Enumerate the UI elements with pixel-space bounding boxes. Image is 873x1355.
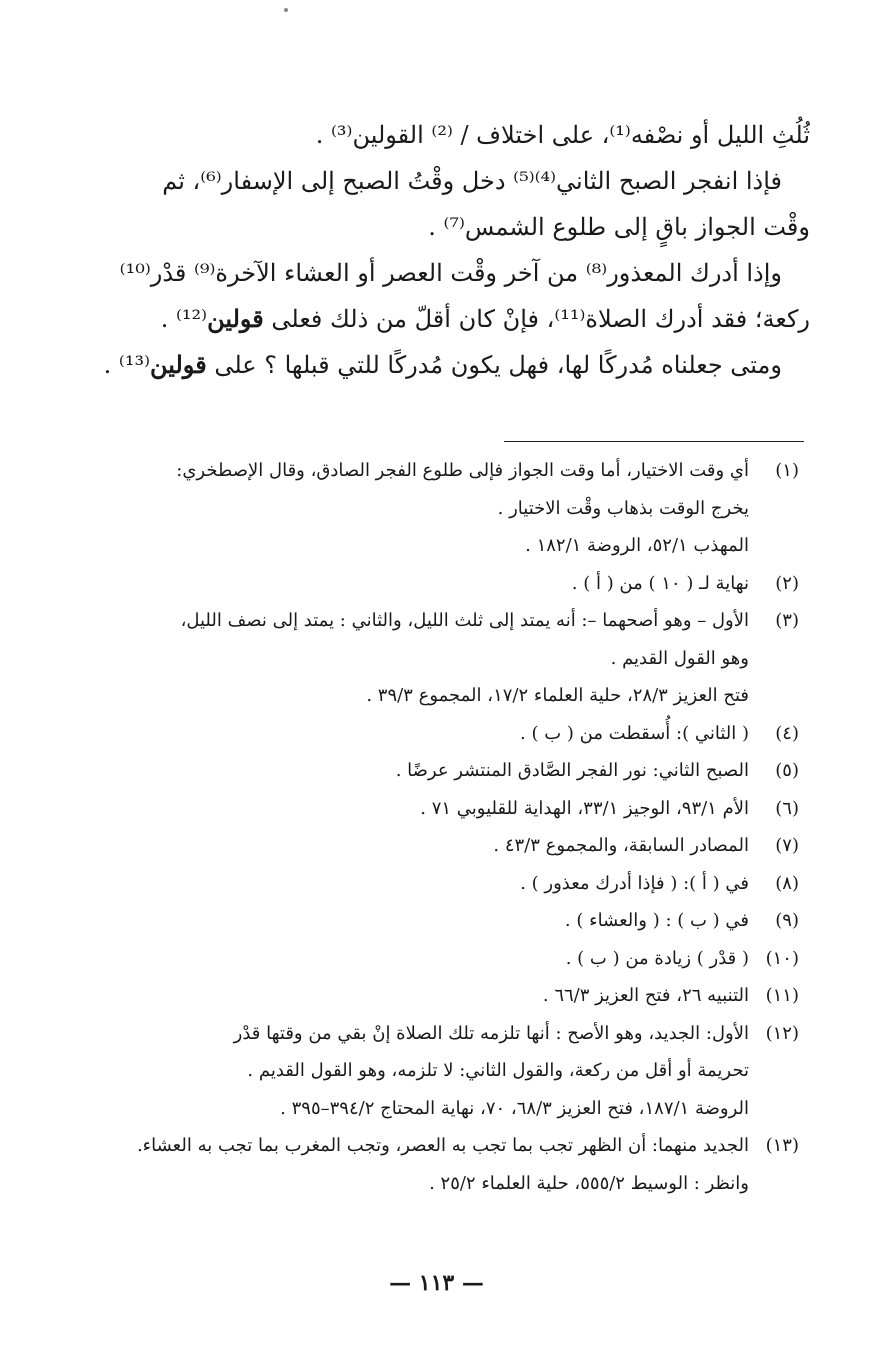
footnote (84, 940, 799, 978)
footnote (84, 902, 799, 940)
footnote (84, 715, 799, 753)
main-line: وإذا أدرك المعذور⁽⁸⁾ من آخر وقْت العصر أو العشاء الآخرة⁽⁹⁾ قدْر⁽¹⁰⁾ (119, 259, 782, 287)
main-line: وقْت الجواز باقٍ إلى طلوع الشمس⁽⁷⁾ . (428, 213, 810, 241)
footnote-text: الأول: الجديد، وهو الأصح : أنها تلزمه تلك الصلاة إنْ بقي من وقتها قدْر (233, 1022, 749, 1044)
footnote (84, 977, 799, 1015)
bold-term: قولين (207, 304, 264, 333)
footnote-text: الجديد منهما: أن الظهر تجب بما تجب به العصر، وتجب المغرب بما تجب به العشاء. (136, 1135, 749, 1156)
main-line-text: ⁽¹³⁾ . (103, 351, 150, 379)
footnote-number: (٥) (775, 760, 799, 781)
main-line-text: ومتى جعلناه مُدركًا لها، فهل يكون مُدركًا للتي قبلها ؟ على (206, 351, 782, 379)
footnote (84, 1015, 799, 1053)
footnote-continuation: وانظر : الوسيط ٥٥٥/٢، حلية العلماء ٢٥/٢ . (429, 1172, 749, 1194)
footnote (84, 865, 799, 903)
footnote-continuation: يخرج الوقت بذهاب وقْت الاختيار . (497, 497, 749, 519)
footnote-text: الأم ٩٣/١، الوجيز ٣٣/١، الهداية للقليوبي ٧١ . (420, 797, 749, 819)
footnote (84, 565, 799, 603)
footnote (84, 827, 799, 865)
main-line (88, 296, 810, 342)
footnote-text: في ( ب ) : ( والعشاء ) . (564, 910, 749, 931)
page-speck (284, 8, 288, 12)
footnotes (84, 452, 799, 1202)
footnote (84, 790, 799, 828)
footnote-text: أي وقت الاختيار، أما وقت الجواز فإلى طلوع الفجر الصادق، وقال الإصطخري: (176, 460, 749, 481)
footnote-text: في ( أ ): ( فإذا أدرك معذور ) . (520, 872, 749, 894)
footnote-number: (٧) (775, 835, 799, 856)
footnote-text: الصبح الثاني: نور الفجر الصَّادق المنتشر عرضًا . (395, 760, 749, 781)
footnote-number: (٦) (775, 797, 799, 819)
footnote-separator (504, 441, 804, 442)
footnote (84, 452, 799, 490)
footnote-continuation: فتح العزيز ٢٨/٣، حلية العلماء ١٧/٢، المجموع ٣٩/٣ . (366, 685, 749, 706)
footnote-continuation: المهذب ٥٢/١، الروضة ١٨٢/١ . (525, 535, 749, 556)
footnote-text: الأول – وهو أصحهما –: أنه يمتد إلى ثلث الليل، والثاني : يمتد إلى نصف الليل، (180, 610, 749, 631)
main-line-text: ⁽¹²⁾ . (160, 305, 208, 333)
footnote-text: التنبيه ٢٦، فتح العزيز ٦٦/٣ . (542, 985, 749, 1006)
main-line (88, 342, 810, 388)
page-number: — ١١٣ — (389, 1270, 484, 1296)
footnote-number: (٩) (775, 910, 799, 931)
footnote-number: (٣) (775, 610, 799, 631)
footnote-text: ( قدْر ) زيادة من ( ب ) . (565, 947, 749, 969)
footnote-text: ( الثاني ): أُسقطت من ( ب ) . (520, 722, 749, 744)
footnote-number: (١٣) (765, 1135, 799, 1156)
footnote-continuation: تحريمة أو أقل من ركعة، والقول الثاني: لا تلزمه، وهو القول القديم . (247, 1060, 749, 1081)
footnote (84, 1127, 799, 1165)
footnote-text: نهاية لـ ( ١٠ ) من ( أ ) . (571, 572, 749, 594)
footnote-continuation: الروضة ١٨٧/١، فتح العزيز ٦٨/٣، ٧٠، نهاية المحتاج ٣٩٤/٢–٣٩٥ . (280, 1097, 749, 1119)
footnote-continuation: وهو القول القديم . (610, 647, 749, 669)
footnote-number: (١٢) (765, 1022, 799, 1044)
footnote-number: (١) (775, 460, 799, 481)
footnote-text: المصادر السابقة، والمجموع ٤٣/٣ . (493, 835, 749, 856)
footnote-number: (١١) (765, 985, 799, 1006)
footnote-number: (٤) (775, 722, 799, 744)
footnote-number: (٨) (775, 872, 799, 894)
main-line-text: ركعة؛ فقد أدرك الصلاة⁽¹¹⁾، فإنْ كان أقلّ من ذلك فعلى (263, 305, 810, 333)
footnote-number: (٢) (775, 572, 799, 594)
main-line: فإذا انفجر الصبح الثاني⁽⁴⁾⁽⁵⁾ دخل وقْتُ الصبح إلى الإسفار⁽⁶⁾، ثم (162, 167, 782, 195)
main-text (88, 112, 810, 388)
main-line: ثُلُثِ الليل أو نصْفه⁽¹⁾، على اختلاف / ⁽²⁾ القولين⁽³⁾ . (315, 121, 810, 149)
footnote (84, 752, 799, 790)
footnote-number: (١٠) (765, 947, 799, 969)
footnote (84, 602, 799, 640)
bold-term: قولين (149, 350, 207, 379)
